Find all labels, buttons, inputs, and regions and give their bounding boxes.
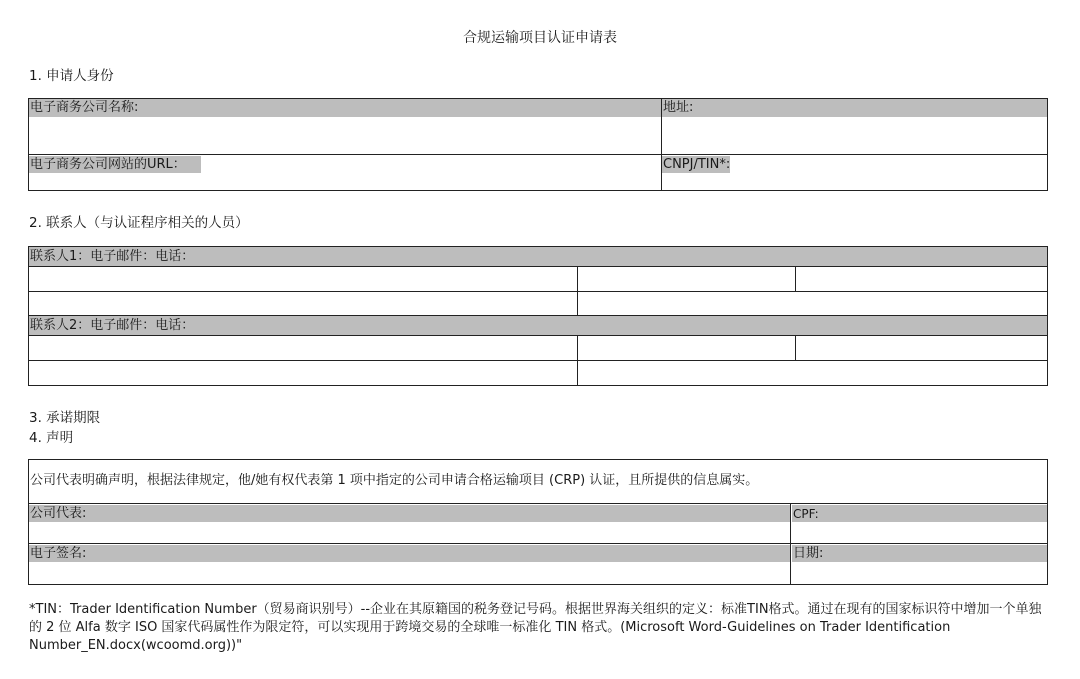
contact2-extra2-input[interactable] (580, 362, 1044, 383)
cpf-highlight (792, 505, 1047, 522)
contact2-label: 联系人2：电子邮件：电话： (30, 318, 195, 333)
column-divider (795, 266, 796, 291)
contact1-email-input[interactable] (580, 268, 794, 289)
row-divider (29, 543, 1047, 544)
website-url-input[interactable] (203, 157, 658, 187)
section4-heading: 4. 声明 (29, 430, 74, 446)
contact2-phone-input[interactable] (798, 337, 1044, 358)
company-representative-input[interactable] (32, 523, 787, 541)
contact2-name-input[interactable] (32, 337, 575, 358)
address-highlight (662, 99, 1047, 117)
row-divider (29, 503, 1047, 504)
tin-footnote: *TIN：Trader Identification Number（贸易商识别号）--企业在其原籍国的税务登记号码。根据世界海关组织的定义：标准TIN格式。通过在现有的国家标识符中增加一个单独的 2 位 Alfa 数字 ISO 国家代码属性作为限定符，可以实现用于跨境交易的全球唯一标准化 TIN 格式。(Microsoft Word-Guidelines on Trader Identification Number_EN.docx(wcoomd.org))" (29, 602, 1042, 653)
cnpj-tin-label: CNPJ/TIN*: (663, 157, 731, 172)
contacts-table (28, 246, 1048, 386)
section2-heading: 2. 联系人（与认证程序相关的人员） (29, 215, 249, 231)
cpf-label: CPF: (793, 507, 819, 521)
date-highlight (792, 545, 1047, 562)
declaration-table (28, 459, 1048, 585)
contact1-label: 联系人1：电子邮件：电话： (30, 249, 195, 264)
section3-heading: 3. 承诺期限 (29, 410, 101, 426)
cpf-input[interactable] (795, 523, 1044, 541)
row-divider (29, 360, 1047, 361)
declaration-statement: 公司代表明确声明，根据法律规定，他/她有权代表第 1 项中指定的公司申请合格运输项目 (CRP) 认证，且所提供的信息属实。 (30, 473, 759, 488)
section1-heading: 1. 申请人身份 (29, 68, 114, 84)
contact1-extra-input[interactable] (32, 293, 575, 314)
electronic-signature-input[interactable] (32, 563, 787, 581)
signature-highlight (29, 545, 790, 562)
company-name-label: 电子商务公司名称: (30, 100, 139, 115)
column-divider (661, 99, 662, 190)
contact2-extra-input[interactable] (32, 362, 575, 383)
row-divider (29, 266, 1047, 267)
row-divider (29, 335, 1047, 336)
column-divider (795, 335, 796, 360)
date-input[interactable] (795, 563, 1044, 581)
address-input[interactable] (665, 119, 1044, 152)
electronic-signature-label: 电子签名: (30, 546, 87, 561)
address-label: 地址: (663, 100, 694, 115)
representative-highlight (29, 505, 790, 522)
column-divider (790, 503, 791, 584)
row-divider (29, 154, 1047, 155)
company-representative-label: 公司代表: (30, 506, 87, 521)
company-name-input[interactable] (32, 119, 658, 152)
contact1-extra2-input[interactable] (580, 293, 1044, 314)
website-url-label: 电子商务公司网站的URL： (30, 157, 186, 172)
row-divider (29, 291, 1047, 292)
contact2-email-input[interactable] (580, 337, 794, 358)
date-label: 日期: (793, 546, 824, 561)
form-title: 合规运输项目认证申请表 (463, 30, 617, 46)
contact1-name-input[interactable] (32, 268, 575, 289)
contact1-phone-input[interactable] (798, 268, 1044, 289)
cnpj-tin-input[interactable] (732, 157, 1044, 187)
applicant-identity-table (28, 98, 1048, 191)
